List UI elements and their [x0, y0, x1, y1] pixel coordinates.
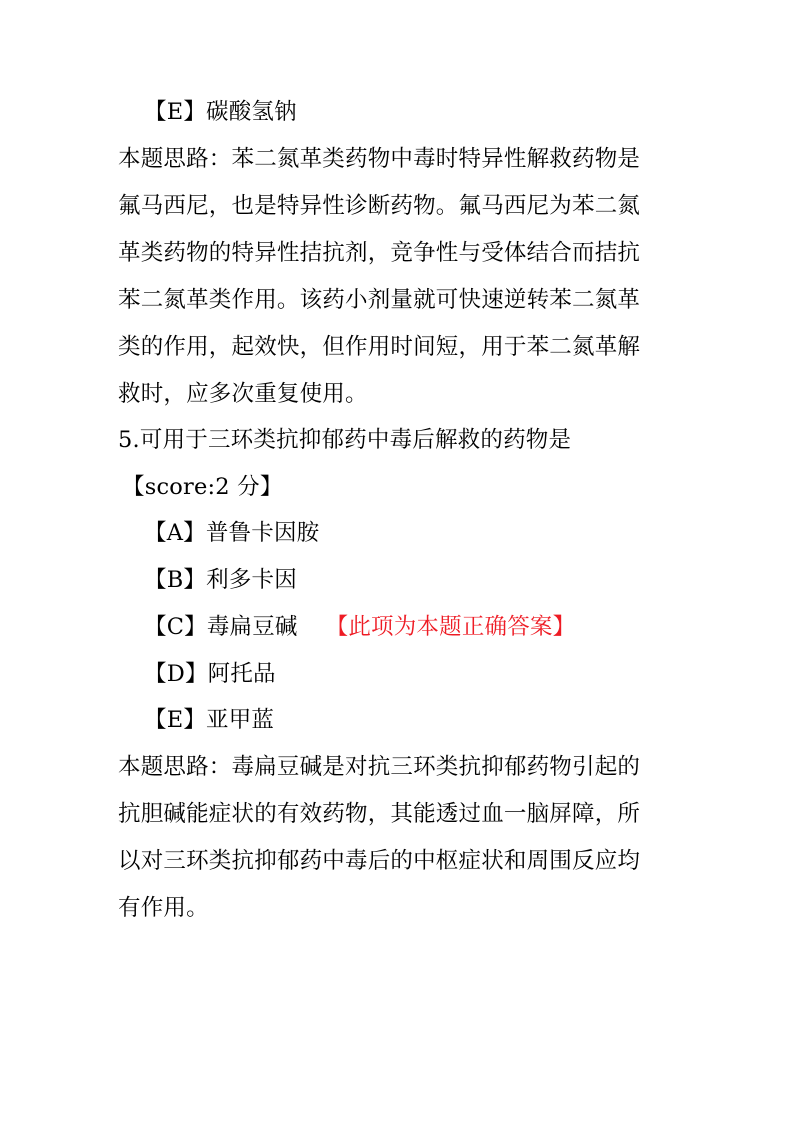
- option-b: 【B】利多卡因: [144, 567, 297, 593]
- option-d: 【D】阿托品: [144, 661, 276, 687]
- correct-answer-marker: 【此项为本题正确答案】: [325, 614, 576, 640]
- prev-explanation-line: 类的作用，起效快，但作用时间短，用于苯二氮革解: [118, 334, 641, 360]
- prev-explanation-line: 氟马西尼，也是特异性诊断药物。氟马西尼为苯二氮: [118, 193, 641, 219]
- prev-explanation-line: 苯二氮革类作用。该药小剂量就可快速逆转苯二氮革: [118, 287, 641, 313]
- question-stem: 5.可用于三环类抗抑郁药中毒后解救的药物是: [118, 427, 572, 453]
- option-c: [144, 612, 575, 642]
- prev-option-e: 【E】碳酸氢钠: [144, 99, 297, 125]
- option-a: 【A】普鲁卡因胺: [144, 520, 320, 546]
- explanation-line: 抗胆碱能症状的有效药物，其能透过血一脑屏障，所: [118, 801, 641, 827]
- option-c-label: 【C】毒扁豆碱: [144, 614, 298, 640]
- question-score: 【score:2 分】: [122, 474, 283, 500]
- explanation-line: 本题思路：毒扁豆碱是对抗三环类抗抑郁药物引起的: [118, 754, 641, 780]
- prev-explanation-line: 本题思路：苯二氮革类药物中毒时特异性解救药物是: [118, 146, 641, 172]
- explanation-line: 以对三环类抗抑郁药中毒后的中枢症状和周围反应均: [118, 848, 641, 874]
- explanation-line: 有作用。: [118, 895, 209, 921]
- option-e: 【E】亚甲蓝: [144, 707, 275, 733]
- prev-explanation-line: 救时，应多次重复使用。: [118, 381, 368, 407]
- prev-explanation-line: 革类药物的特异性拮抗剂，竞争性与受体结合而拮抗: [118, 240, 641, 266]
